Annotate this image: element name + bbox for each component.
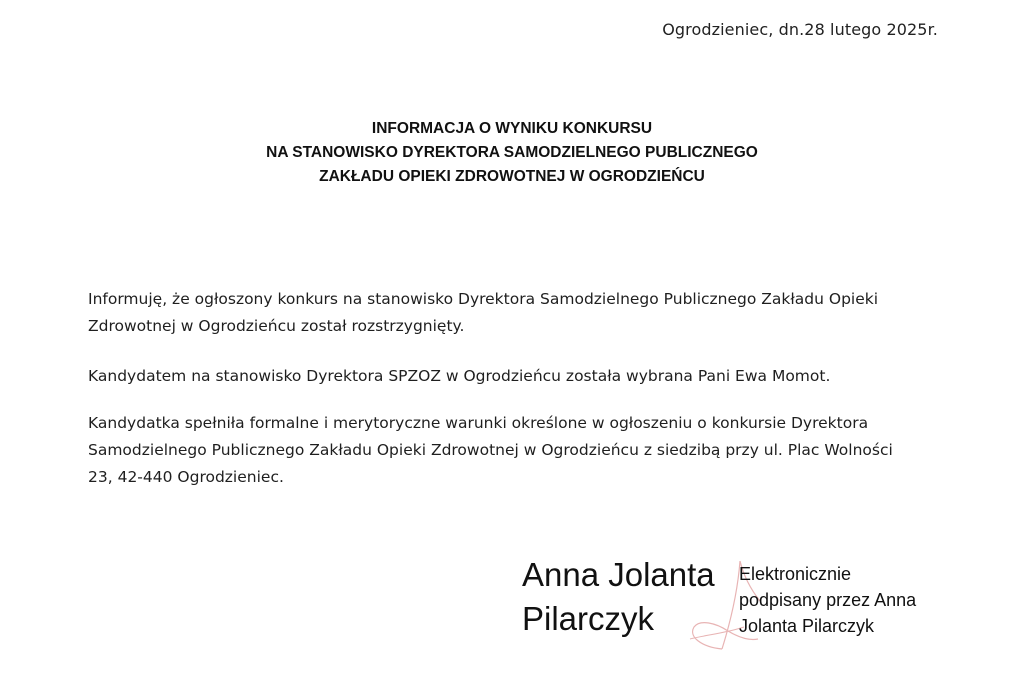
paragraph-requirements-line-1: Kandydatka spełniła formalne i merytoryczne warunki określone w ogłoszeniu o konkursie Dyrektora (88, 414, 869, 432)
document-title (0, 117, 1024, 189)
paragraph-result (88, 286, 958, 340)
paragraph-candidate (88, 363, 958, 390)
signature-info-line-1: Elektronicznie (739, 564, 852, 584)
signature-info-line-2: podpisany przez Anna (739, 590, 917, 610)
title-line-2: NA STANOWISKO DYREKTORA SAMODZIELNEGO PUBLICZNEGO (266, 144, 758, 161)
place-date: Ogrodzieniec, dn.28 lutego 2025r. (662, 20, 938, 39)
paragraph-result-line-2: Zdrowotnej w Ogrodzieńcu został rozstrzygnięty. (88, 317, 465, 335)
signature-info-line-3: Jolanta Pilarczyk (739, 616, 875, 636)
electronic-signature (522, 553, 962, 663)
signer-name (522, 553, 715, 641)
signer-name-line-1: Anna Jolanta (522, 556, 715, 593)
signature-info (739, 561, 916, 639)
paragraph-requirements-line-3: 23, 42-440 Ogrodzieniec. (88, 468, 284, 486)
signer-name-line-2: Pilarczyk (522, 600, 655, 637)
title-line-1: INFORMACJA O WYNIKU KONKURSU (371, 120, 653, 137)
paragraph-requirements-line-2: Samodzielnego Publicznego Zakładu Opieki Zdrowotnej w Ogrodzieńcu z siedzibą przy ul. Plac Wolności (88, 441, 893, 459)
title-line-3: ZAKŁADU OPIEKI ZDROWOTNEJ W OGRODZIEŃCU (319, 168, 705, 185)
paragraph-candidate-line-1: Kandydatem na stanowisko Dyrektora SPZOZ w Ogrodzieńcu została wybrana Pani Ewa Momot. (88, 367, 831, 385)
paragraph-result-line-1: Informuję, że ogłoszony konkurs na stanowisko Dyrektora Samodzielnego Publicznego Zakładu Opieki (88, 290, 879, 308)
paragraph-requirements (88, 410, 958, 491)
